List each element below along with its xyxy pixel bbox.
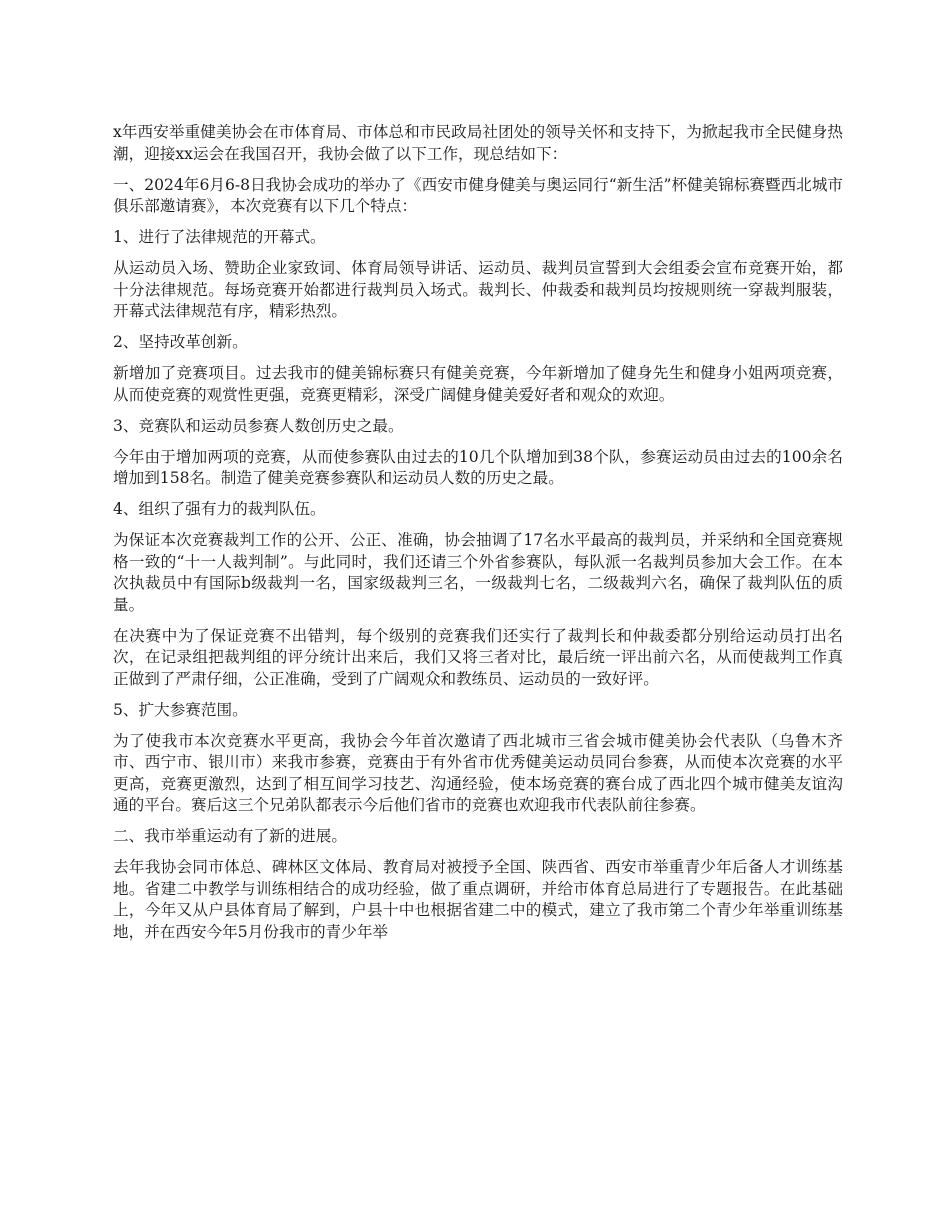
- paragraph-body: 在决赛中为了保证竞赛不出错判，每个级别的竞赛我们还实行了裁判长和仲裁委都分别给运动员打出名次，在记录组把裁判组的评分统计出来后，我们又将三者对比，最后统一评出前六名，从而使裁判工作真正做到了严肃仔细，公正准确，受到了广阔观众和教练员、运动员的一致好评。: [113, 626, 843, 688]
- paragraph-body: 新增加了竞赛项目。过去我市的健美锦标赛只有健美竞赛，今年新增加了健身先生和健身小姐两项竞赛，从而使竞赛的观赏性更强，竞赛更精彩，深受广阔健身健美爱好者和观众的欢迎。: [113, 364, 843, 404]
- subheading-3: 3、竞赛队和运动员参赛人数创历史之最。: [113, 416, 404, 435]
- paragraph-body: 为了使我市本次竞赛水平更高，我协会今年首次邀请了西北城市三省会城市健美协会代表队（乌鲁木齐市、西宁市、银川市）来我市参赛，竞赛由于有外省市优秀健美运动员同台参赛，从而使本次竞赛的水平更高，竞赛更激烈，达到了相互间学习技艺、沟通经验，使本场竞赛的赛台成了西北四个城市健美友谊沟通的平台。赛后这三个兄弟队都表示今后他们省市的竞赛也欢迎我市代表队前往参赛。: [113, 731, 843, 814]
- subheading-2: 2、坚持改革创新。: [113, 333, 248, 351]
- paragraph-body: 为保证本次竞赛裁判工作的公开、公正、准确，协会抽调了17名水平最高的裁判员，并采纳和全国竞赛规格一致的“十一人裁判制”。与此同时，我们还请三个外省参赛队，每队派一名裁判员参加大会工作。在本次执裁员中有国际b级裁判一名，国家级裁判三名，一级裁判七名，二级裁判六名，确保了裁判队伍的质量。: [113, 531, 843, 614]
- paragraph-body: 去年我协会同市体总、碑林区文体局、教育局对被授予全国、陕西省、西安市举重青少年后备人才训练基地。省建二中教学与训练相结合的成功经验，做了重点调研，并给市体育总局进行了专题报告。在此基础上，今年又从户县体育局了解到，户县十中也根据省建二中的模式，建立了我市第二个青少年举重训练基地，并在西安今年5月份我市的青少年举: [113, 858, 843, 941]
- subheading-1: 1、进行了法律规范的开幕式。: [113, 228, 326, 246]
- section-heading-1: 一、2024年6月6-8日我协会成功的举办了《西安市健身健美与奥运同行“新生活”杯健美锦标赛暨西北城市俱乐部邀请赛》，本次竞赛有以下几个特点：: [113, 175, 844, 215]
- subheading-5: 5、扩大参赛范围。: [113, 700, 248, 719]
- paragraph-intro: x年西安举重健美协会在市体育局、市体总和市民政局社团处的领导关怀和支持下，为掀起我市全民健身热潮，迎接xx运会在我国召开，我协会做了以下工作，现总结如下：: [113, 123, 843, 163]
- subheading-4: 4、组织了强有力的裁判队伍。: [113, 500, 326, 518]
- document-body: [113, 122, 843, 953]
- section-heading-2: 二、我市举重运动有了新的进展。: [113, 827, 347, 845]
- paragraph-body: 今年由于增加两项的竞赛，从而使参赛队由过去的10几个队增加到38个队，参赛运动员由过去的100余名增加到158名。制造了健美竞赛参赛队和运动员人数的历史之最。: [113, 447, 843, 487]
- paragraph-body: 从运动员入场、赞助企业家致词、体育局领导讲话、运动员、裁判员宣誓到大会组委会宣布竞赛开始，都十分法律规范。每场竞赛开始都进行裁判员入场式。裁判长、仲裁委和裁判员均按规则统一穿裁判服装，开幕式法律规范有序，精彩热烈。: [113, 259, 843, 320]
